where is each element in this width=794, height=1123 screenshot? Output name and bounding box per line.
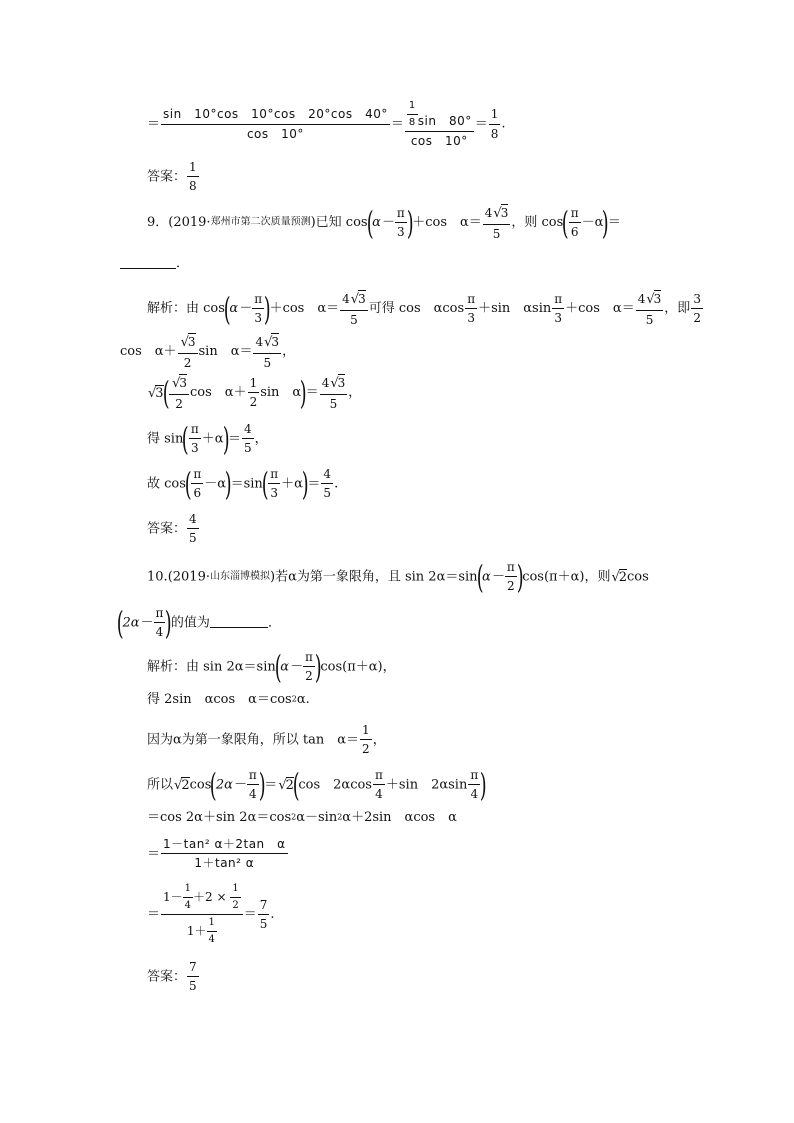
radicand: 3 xyxy=(500,206,509,220)
denominator: 5 xyxy=(263,355,272,370)
denominator: 3 xyxy=(254,311,262,325)
denominator: 5 xyxy=(244,441,252,456)
denominator: 4 xyxy=(155,625,164,640)
formula-line-1 xyxy=(147,100,506,148)
text: ＋α xyxy=(281,476,303,492)
sqrt: √2 xyxy=(278,778,294,794)
denominator: 8 xyxy=(490,126,499,141)
numerator: 1 xyxy=(187,160,199,177)
paren-right: ) xyxy=(516,557,524,596)
numerator xyxy=(161,883,243,915)
text: ＝cos 2α＋sin 2α＝cos xyxy=(147,810,292,825)
period: . xyxy=(334,476,339,492)
fraction xyxy=(552,292,564,326)
paren-left: ( xyxy=(182,419,190,458)
denominator: 3 xyxy=(467,311,475,325)
sqrt: √3 xyxy=(180,335,196,350)
denominator: 1＋tan² α xyxy=(194,856,255,871)
sqrt: √3 xyxy=(148,386,164,401)
paren-right: ) xyxy=(301,464,309,503)
numerator: π xyxy=(373,768,385,785)
text: 4 xyxy=(255,335,264,349)
paren-left: ( xyxy=(261,464,269,503)
text: α－ xyxy=(229,301,252,316)
text: sin α＝ xyxy=(198,344,253,359)
denominator: 2 xyxy=(183,355,192,370)
fraction xyxy=(505,560,517,594)
text: ＝ xyxy=(264,777,278,793)
text: sin α xyxy=(260,385,302,400)
answer-line xyxy=(147,512,200,546)
paren-right: ) xyxy=(406,203,414,242)
equals-sign: ＝ xyxy=(147,907,161,922)
radicand: 3 xyxy=(271,335,280,349)
text: ＝ xyxy=(307,476,321,492)
question-9-blank-line xyxy=(120,257,189,270)
paren-left: ( xyxy=(274,647,282,686)
solution-line xyxy=(147,693,310,706)
numerator xyxy=(405,100,474,132)
text: 1－ xyxy=(163,890,183,904)
denominator: 6 xyxy=(193,486,202,501)
fraction xyxy=(230,883,240,912)
exponent: 2 xyxy=(337,812,343,822)
numerator: 4 xyxy=(321,467,333,484)
fraction xyxy=(320,374,348,411)
period: ． xyxy=(176,256,190,271)
numerator: 1 xyxy=(489,107,501,124)
fraction xyxy=(258,898,270,932)
fraction xyxy=(489,107,501,141)
fraction xyxy=(248,376,260,410)
denominator: 3 xyxy=(396,225,405,239)
text: 已知 cos xyxy=(315,215,368,230)
text: 因为α为第一象限角，所以 tan α＝ xyxy=(147,732,360,748)
sqrt: √2 xyxy=(611,570,628,586)
text: α－ xyxy=(372,215,394,230)
fraction xyxy=(465,292,477,326)
paren-right: ) xyxy=(222,419,230,458)
numerator: π xyxy=(569,206,581,223)
numerator: 1 xyxy=(230,883,240,898)
radicand: 3 xyxy=(653,292,662,306)
paren-left: ( xyxy=(562,203,569,242)
paren-right: ) xyxy=(224,464,232,503)
denominator: 2 xyxy=(249,395,258,409)
text: ＋cos α＝ xyxy=(269,301,340,316)
denominator: 3 xyxy=(554,311,563,325)
text: 4 xyxy=(321,376,330,390)
radicand: 3 xyxy=(187,335,196,349)
paren-left: ( xyxy=(292,765,300,804)
numerator: 1－tan² α＋2tan α xyxy=(161,837,288,854)
fraction xyxy=(483,204,511,241)
text: 的值为 xyxy=(170,615,210,631)
fraction xyxy=(161,837,288,871)
denominator: 8 xyxy=(189,179,197,194)
denominator: 2 xyxy=(232,900,239,911)
text: α－ xyxy=(280,659,302,675)
fraction xyxy=(207,917,217,946)
numerator: 7 xyxy=(258,898,270,915)
denominator: 5 xyxy=(645,312,654,327)
answer-label: 答案： xyxy=(147,521,187,537)
denominator: 4 xyxy=(375,787,383,802)
paren-left: ( xyxy=(162,373,170,412)
text: ， xyxy=(254,431,268,447)
fraction xyxy=(691,292,703,326)
numerator: 1 xyxy=(360,723,372,740)
text: ，即 xyxy=(664,301,691,316)
numerator xyxy=(483,204,511,225)
numerator: 7 xyxy=(187,960,199,977)
numerator xyxy=(340,290,368,311)
answer-line xyxy=(147,160,200,194)
text: 4 xyxy=(484,206,493,220)
paren-left: ( xyxy=(223,289,231,328)
equals-sign: ＝ xyxy=(147,846,161,862)
denominator: 2 xyxy=(362,742,370,757)
period: . xyxy=(501,116,506,132)
question-source: 郑州市第二次质量预测 xyxy=(210,216,311,228)
numerator: π xyxy=(268,467,280,484)
equals-sign: ＝ xyxy=(147,116,161,132)
numerator: π xyxy=(252,292,264,309)
text: 故 cos xyxy=(147,476,186,492)
fraction xyxy=(169,374,189,411)
denominator: 2 xyxy=(305,669,313,684)
text: 解析：由 cos xyxy=(147,301,225,316)
radicand: 3 xyxy=(155,386,164,401)
fraction xyxy=(405,100,474,148)
text: －α xyxy=(581,215,604,230)
denominator: 5 xyxy=(350,312,358,327)
fraction xyxy=(636,290,664,327)
fraction xyxy=(154,606,166,640)
paren-right: ) xyxy=(602,203,610,242)
fraction xyxy=(321,467,333,501)
question-9 xyxy=(147,204,621,241)
denominator: 3 xyxy=(190,441,199,456)
numerator: π xyxy=(247,768,259,785)
paren-right: ) xyxy=(258,765,266,804)
denominator: 4 xyxy=(184,900,192,911)
paren-left: ( xyxy=(116,603,124,642)
solution-line xyxy=(147,723,386,757)
text: ＋2 × xyxy=(193,890,231,904)
sqrt: √3 xyxy=(330,376,346,391)
solution-line xyxy=(147,765,487,804)
text: 4 xyxy=(637,292,646,306)
text: ) xyxy=(269,569,276,585)
text: －α xyxy=(204,476,227,492)
answer-label: 答案： xyxy=(147,169,187,185)
radicand: 3 xyxy=(337,376,346,390)
numerator: π xyxy=(465,292,477,309)
text: ＝ xyxy=(607,215,621,230)
text: 2α－ xyxy=(215,777,246,793)
solution-line xyxy=(147,464,339,503)
text: 2α－ xyxy=(122,615,153,631)
sqrt: √3 xyxy=(493,206,509,221)
text: ＝sin xyxy=(230,476,263,492)
fraction xyxy=(187,960,199,994)
fraction xyxy=(253,333,281,370)
text: cos α＋ xyxy=(190,385,247,400)
sqrt: √3 xyxy=(264,335,280,350)
text: α＋2sin αcos α xyxy=(342,810,457,825)
denominator: 6 xyxy=(570,225,579,239)
denominator: 2 xyxy=(693,311,701,325)
denominator: 5 xyxy=(492,226,501,241)
numerator xyxy=(253,333,281,354)
fraction xyxy=(183,883,193,912)
paren-right: ) xyxy=(263,289,271,328)
text: (2019· xyxy=(168,215,211,230)
denominator: cos 10° xyxy=(246,126,304,141)
solution-line xyxy=(147,837,289,871)
text: cos(π＋α)，则 xyxy=(522,569,611,585)
text: α. xyxy=(296,692,310,707)
fraction xyxy=(468,768,480,802)
fraction xyxy=(247,768,259,802)
paren-right: ) xyxy=(299,373,307,412)
fraction xyxy=(373,768,385,802)
numerator: π xyxy=(552,292,564,309)
numerator: 1 xyxy=(248,376,260,393)
paren-left: ( xyxy=(476,557,484,596)
radicand: 3 xyxy=(179,376,187,390)
paren-left: ( xyxy=(184,464,192,503)
numerator: π xyxy=(468,768,480,785)
denominator: 5 xyxy=(259,917,268,931)
sqrt: √2 xyxy=(174,778,190,794)
paren-right: ) xyxy=(314,647,322,686)
answer-blank xyxy=(120,258,176,269)
numerator: π xyxy=(395,206,407,223)
denominator: 5 xyxy=(323,486,332,501)
fraction xyxy=(161,107,390,141)
paren-left: ( xyxy=(210,765,218,804)
fraction xyxy=(191,467,203,501)
numerator xyxy=(320,374,348,395)
solution-line xyxy=(120,333,295,370)
text: 可得 cos αcos xyxy=(368,301,465,316)
fraction xyxy=(569,206,581,240)
text: ， xyxy=(372,732,386,748)
fraction xyxy=(360,723,372,757)
equals-sign: ＝ xyxy=(474,116,488,132)
text: ，则 cos xyxy=(511,215,564,230)
text: ＋cos α＝ xyxy=(565,301,635,316)
equals-sign: ＝ xyxy=(243,907,257,922)
numerator xyxy=(169,374,189,395)
denominator: 5 xyxy=(329,396,338,411)
fraction xyxy=(242,422,254,456)
equals-sign: ＝ xyxy=(390,116,404,132)
period: . xyxy=(270,907,275,922)
text: 得 sin xyxy=(147,431,184,447)
answer-label: 答案： xyxy=(147,969,187,985)
text: cos xyxy=(189,777,212,793)
denominator: 2 xyxy=(506,579,515,594)
denominator: 3 xyxy=(270,486,279,501)
solution-line xyxy=(147,811,457,824)
text: ， xyxy=(348,385,362,400)
fraction xyxy=(178,333,198,370)
numerator: sin 10°cos 10°cos 20°cos 40° xyxy=(161,107,390,124)
text: 若α为第一象限角，且 sin 2α＝sin xyxy=(275,569,478,585)
fraction xyxy=(340,290,368,327)
fraction xyxy=(252,292,264,326)
answer-blank xyxy=(210,617,268,628)
denominator xyxy=(161,915,243,946)
numerator: 1 xyxy=(407,100,418,115)
text: ) xyxy=(310,215,316,230)
fraction xyxy=(187,160,199,194)
period: ． xyxy=(267,615,281,631)
question-source: 山东淄博模拟 xyxy=(209,570,270,582)
denominator: 4 xyxy=(470,787,479,802)
fraction xyxy=(189,422,201,456)
paren-left: ( xyxy=(366,203,374,242)
question-number: 9． xyxy=(147,215,169,230)
question-10 xyxy=(147,557,649,596)
radicand: 2 xyxy=(285,778,294,794)
paren-right: ) xyxy=(165,603,173,642)
numerator: 3 xyxy=(691,292,703,309)
question-number: 10. xyxy=(147,569,168,585)
question-10-continued xyxy=(116,603,281,642)
text: cos α＋ xyxy=(120,344,177,359)
sqrt: √3 xyxy=(350,292,366,307)
numerator: 4 xyxy=(187,512,199,529)
denominator: 8 xyxy=(408,117,416,128)
text: ＋cos α＝ xyxy=(412,215,482,230)
exponent: 2 xyxy=(291,694,297,704)
numerator xyxy=(178,333,198,354)
solution-line xyxy=(147,419,268,458)
text: 1＋ xyxy=(186,924,207,938)
text: ＋sin 2αsin xyxy=(385,777,468,793)
radicand: 3 xyxy=(358,292,366,306)
text: ＝ xyxy=(227,431,241,447)
text: ＋sin αsin xyxy=(478,301,552,316)
numerator: π xyxy=(303,650,315,667)
numerator: 1 xyxy=(183,883,193,898)
denominator: 5 xyxy=(189,531,197,546)
numerator: π xyxy=(191,467,203,484)
text: cos xyxy=(627,569,649,585)
text: 得 2sin αcos α＝cos xyxy=(147,692,292,707)
solution-line xyxy=(147,647,396,686)
solution-line xyxy=(147,290,704,327)
denominator: 4 xyxy=(208,934,215,945)
text: ， xyxy=(282,344,296,359)
solution-line xyxy=(147,374,361,411)
numerator: π xyxy=(189,422,201,439)
text: 解析：由 sin 2α＝sin xyxy=(147,659,276,675)
fraction xyxy=(268,467,280,501)
numerator: π xyxy=(505,560,517,577)
denominator: 4 xyxy=(249,787,257,802)
solution-line xyxy=(147,883,275,946)
text: 所以 xyxy=(147,777,174,793)
fraction xyxy=(395,206,407,240)
numerator: 4 xyxy=(242,422,254,439)
numerator: 1 xyxy=(207,917,217,932)
text: α－ xyxy=(482,569,504,585)
fraction xyxy=(303,650,315,684)
denominator: cos 10° xyxy=(410,134,468,148)
answer-line xyxy=(147,960,200,994)
fraction xyxy=(187,512,199,546)
text: ＋α xyxy=(201,431,224,447)
exponent: 2 xyxy=(291,812,297,822)
text: 4 xyxy=(342,292,350,306)
numerator xyxy=(636,290,664,311)
text: cos(π＋α)， xyxy=(320,659,396,675)
text: cos 2αcos xyxy=(298,777,372,793)
sqrt: √3 xyxy=(646,292,662,307)
sqrt: √3 xyxy=(172,376,187,391)
denominator: 2 xyxy=(175,396,183,411)
fraction xyxy=(407,100,418,129)
text: ＝ xyxy=(305,385,319,400)
radicand: 2 xyxy=(618,570,628,586)
text: sin 80° xyxy=(417,114,472,128)
fraction xyxy=(161,883,243,946)
paren-right: ) xyxy=(480,765,487,804)
text: (2019· xyxy=(167,569,210,585)
radicand: 2 xyxy=(181,778,190,794)
text: α－sin xyxy=(296,810,338,825)
numerator: π xyxy=(154,606,166,623)
denominator: 5 xyxy=(189,979,197,994)
